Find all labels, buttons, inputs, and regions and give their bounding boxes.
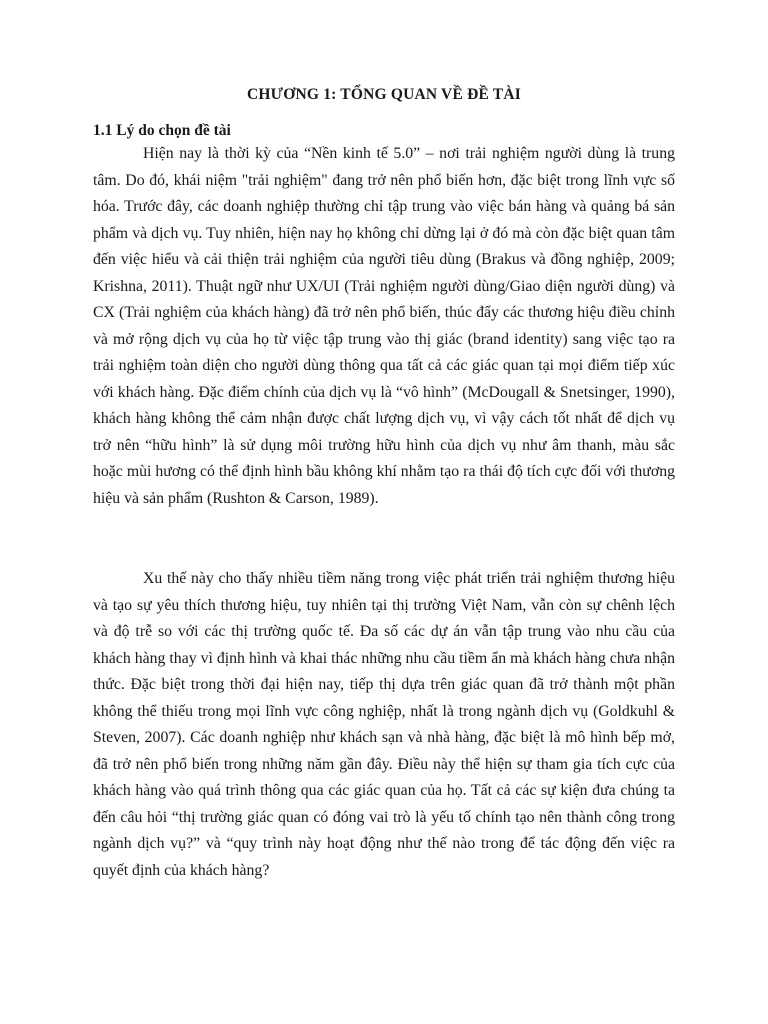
body-paragraph: Xu thế này cho thấy nhiều tiềm năng trong việc phát triển trải nghiệm thương hiệu và tạo sự yêu thích thương hiệu, tuy nhiên tại thị trường Việt Nam, vẫn còn sự chênh lệch và độ trễ so với các thị trường quốc tế. Đa số các dự án vẫn tập trung vào nhu cầu của khách hàng thay vì định hình và khai thác những nhu cầu tiềm ẩn mà khách hàng chưa nhận thức. Đặc biệt trong thời đại hiện nay, tiếp thị dựa trên giác quan đã trở thành một phần không thể thiếu trong mọi lĩnh vực công nghiệp, nhất là trong ngành dịch vụ (Goldkuhl & Steven, 2007). Các doanh nghiệp như khách sạn và nhà hàng, đặc biệt là mô hình bếp mở, đã trở nên phổ biến trong những năm gần đây. Điều này thể hiện sự tham gia tích cực của khách hàng vào quá trình thông qua các giác quan của họ. Tất cả các sự kiện đưa chúng ta đến câu hỏi “thị trường giác quan có đóng vai trò là yếu tố chính tạo nên thành công trong ngành dịch vụ?” và “quy trình này hoạt động như thế nào trong để tác động đến việc ra quyết định của khách hàng?: [93, 570, 675, 879]
body-paragraph: Hiện nay là thời kỳ của “Nền kinh tế 5.0” – nơi trải nghiệm người dùng là trung tâm. Do đó, khái niệm "trải nghiệm" đang trở nên phổ biến hơn, đặc biệt trong lĩnh vực số hóa. Trước đây, các doanh nghiệp thường chỉ tập trung vào việc bán hàng và quảng bá sản phẩm và dịch vụ. Tuy nhiên, hiện nay họ không chỉ dừng lại ở đó mà còn đặc biệt quan tâm đến việc hiểu và cải thiện trải nghiệm của người tiêu dùng (Brakus và đồng nghiệp, 2009; Krishna, 2011). Thuật ngữ như UX/UI (Trải nghiệm người dùng/Giao diện người dùng) và CX (Trải nghiệm của khách hàng) đã trở nên phổ biến, thúc đẩy các thương hiệu điều chỉnh và mở rộng dịch vụ của họ từ việc tập trung vào thị giác (brand identity) sang việc tạo ra trải nghiệm toàn diện cho người dùng thông qua tất cả các giác quan tại mọi điểm tiếp xúc với khách hàng. Đặc điểm chính của dịch vụ là “vô hình” (McDougall & Snetsinger, 1990), khách hàng không thể cảm nhận được chất lượng dịch vụ, vì vậy cách tốt nhất để dịch vụ trở nên “hữu hình” là sử dụng môi trường hữu hình của dịch vụ như âm thanh, màu sắc hoặc mùi hương có thể định hình bầu không khí nhằm tạo ra thái độ tích cực đối với thương hiệu và sản phẩm (Rushton & Carson, 1989).: [93, 145, 675, 507]
section-heading: 1.1 Lý do chọn đề tài: [93, 122, 231, 139]
chapter-title: CHƯƠNG 1: TỔNG QUAN VỀ ĐỀ TÀI: [247, 86, 521, 103]
